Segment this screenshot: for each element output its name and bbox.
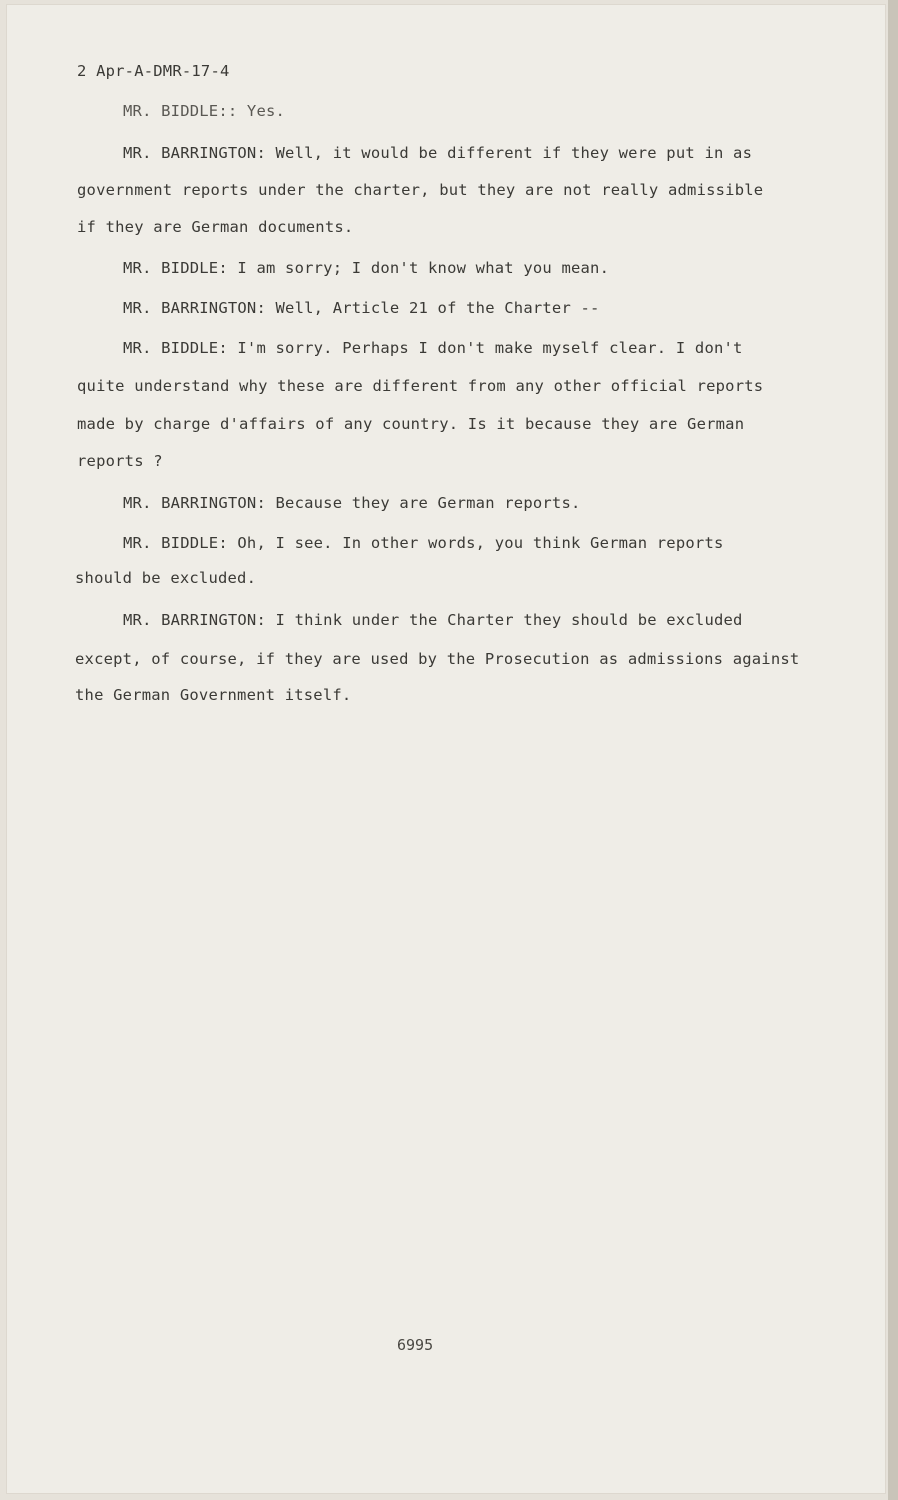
text-line: if they are German documents. [77,218,354,236]
text-line: MR. BIDDLE: Oh, I see. In other words, you think German reports [123,534,724,552]
page-edge-shadow [888,0,898,1500]
text-line: reports ? [77,452,163,470]
text-line: MR. BARRINGTON: I think under the Charter they should be excluded [123,611,743,629]
text-line: MR. BIDDLE:: Yes. [123,102,286,120]
text-line: MR. BIDDLE: I am sorry; I don't know what you mean. [123,259,610,277]
page-number: 6995 [397,1336,434,1354]
text-line: the German Government itself. [75,686,352,704]
document-reference: 2 Apr-A-DMR-17-4 [77,62,230,80]
text-line: MR. BIDDLE: I'm sorry. Perhaps I don't make myself clear. I don't [123,339,743,357]
text-line: made by charge d'affairs of any country. Is it because they are German [77,415,745,433]
text-line: government reports under the charter, but they are not really admissible [77,181,764,199]
text-line: should be excluded. [75,569,257,587]
text-line: quite understand why these are different from any other official reports [77,377,764,395]
text-line: MR. BARRINGTON: Well, Article 21 of the Charter -- [123,299,600,317]
text-line: except, of course, if they are used by the Prosecution as admissions against [75,650,800,668]
text-line: MR. BARRINGTON: Well, it would be different if they were put in as [123,144,753,162]
text-line: MR. BARRINGTON: Because they are German reports. [123,494,581,512]
